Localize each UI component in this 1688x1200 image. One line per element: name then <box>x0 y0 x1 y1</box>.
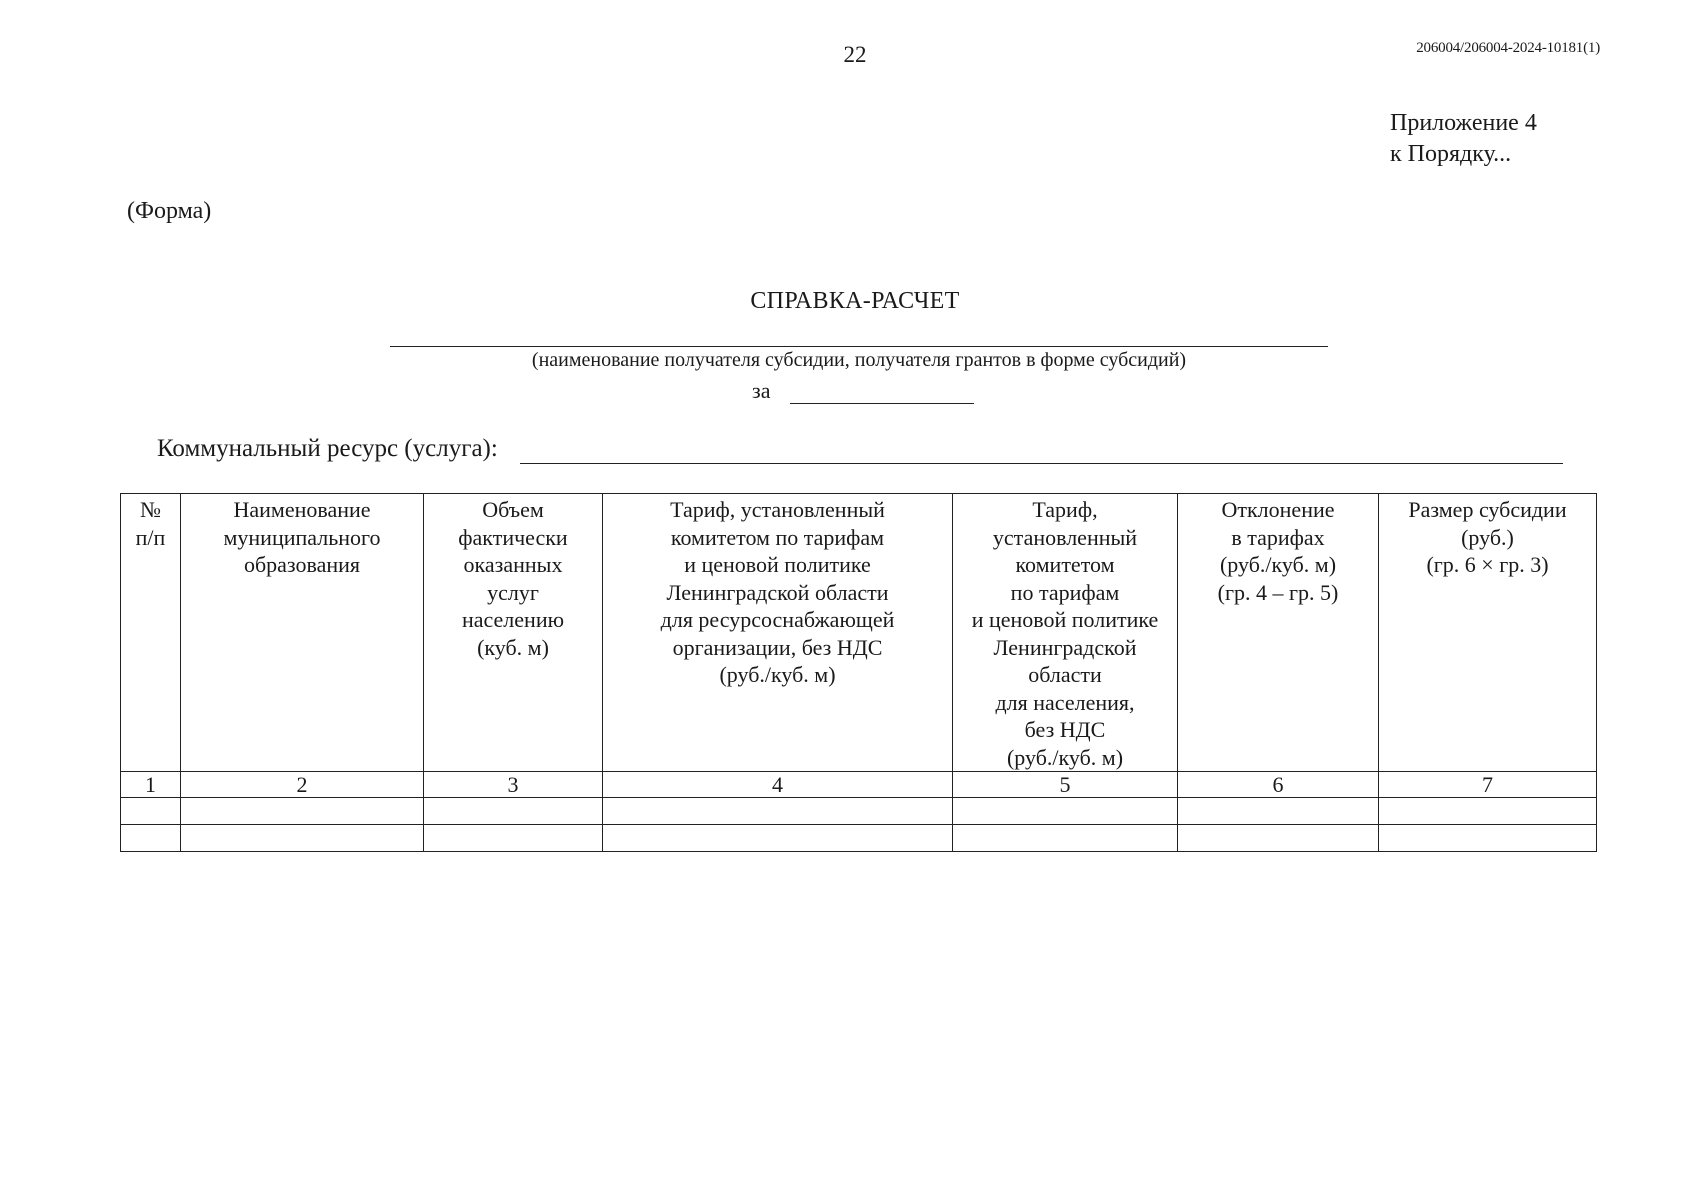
column-number: 5 <box>953 772 1178 798</box>
table-cell[interactable] <box>1178 825 1379 852</box>
page-number: 22 <box>843 42 867 67</box>
period-row <box>752 378 974 404</box>
table-cell[interactable] <box>953 798 1178 825</box>
appendix-line-1: Приложение 4 <box>1390 110 1537 136</box>
table-cell[interactable] <box>121 798 181 825</box>
header-cell: Отклонение в тарифах (руб./куб. м) (гр. 4 – гр. 5) <box>1178 494 1379 772</box>
table-cell[interactable] <box>953 825 1178 852</box>
table-cell[interactable] <box>1379 798 1597 825</box>
document-title: СПРАВКА-РАСЧЕТ <box>750 288 960 314</box>
resource-label: Коммунальный ресурс (услуга): <box>157 435 498 462</box>
column-number: 3 <box>424 772 603 798</box>
column-number: 6 <box>1178 772 1379 798</box>
column-number: 4 <box>603 772 953 798</box>
table-cell[interactable] <box>181 798 424 825</box>
table-cell[interactable] <box>1178 798 1379 825</box>
calculation-table <box>120 493 1597 852</box>
column-number: 1 <box>121 772 181 798</box>
table-cell[interactable] <box>181 825 424 852</box>
recipient-caption: (наименование получателя субсидии, получателя грантов в форме субсидий) <box>531 349 1187 371</box>
table-row <box>121 825 1597 852</box>
recipient-name-field[interactable] <box>390 346 1328 347</box>
header-cell: Тариф, установленный комитетом по тарифам и ценовой политике Ленинградской области для населения, без НДС (руб./куб. м) <box>953 494 1178 772</box>
column-number: 2 <box>181 772 424 798</box>
table-cell[interactable] <box>424 825 603 852</box>
resource-field[interactable] <box>520 463 1563 464</box>
header-cell: Размер субсидии (руб.) (гр. 6 × гр. 3) <box>1379 494 1597 772</box>
period-prefix: за <box>752 378 771 403</box>
header-cell: № п/п <box>121 494 181 772</box>
header-cell: Тариф, установленный комитетом по тарифам и ценовой политике Ленинградской области для ресурсоснабжающей организации, без НДС (руб./куб. м) <box>603 494 953 772</box>
table-cell[interactable] <box>424 798 603 825</box>
table-header-row <box>121 494 1597 772</box>
header-cell: Объем фактически оказанных услуг населению (куб. м) <box>424 494 603 772</box>
appendix-reference <box>1390 108 1537 170</box>
table-row <box>121 798 1597 825</box>
column-number: 7 <box>1379 772 1597 798</box>
table-cell[interactable] <box>603 798 953 825</box>
form-label: (Форма) <box>127 198 212 224</box>
column-number-row <box>121 772 1597 798</box>
document-id: 206004/206004-2024-10181(1) <box>1416 40 1600 56</box>
appendix-line-2: к Порядку... <box>1390 141 1512 167</box>
table-cell[interactable] <box>603 825 953 852</box>
header-cell: Наименование муниципального образования <box>181 494 424 772</box>
table-cell[interactable] <box>121 825 181 852</box>
table-cell[interactable] <box>1379 825 1597 852</box>
period-field[interactable] <box>790 383 974 404</box>
